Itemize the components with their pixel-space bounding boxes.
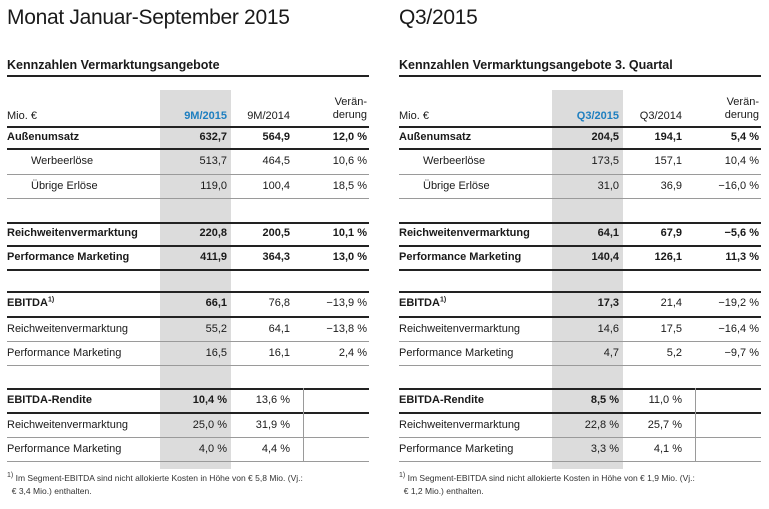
- table-subtitle: Kennzahlen Vermarktungsangebote: [7, 58, 220, 72]
- cell-prior: 13,6 %: [255, 394, 290, 406]
- table-row: [7, 246, 369, 268]
- cell-change: −16,0 %: [718, 180, 759, 192]
- table-header: [7, 90, 369, 126]
- cell-current: 25,0 %: [192, 419, 227, 431]
- table-divider: [7, 461, 369, 462]
- cell-current: 14,6: [597, 323, 619, 335]
- cell-current: 3,3 %: [590, 443, 619, 455]
- row-label: Performance Marketing: [7, 443, 122, 455]
- cell-current: 64,1: [597, 227, 619, 239]
- row-label: Werbeerlöse: [31, 155, 94, 167]
- cell-current: 22,8 %: [584, 419, 619, 431]
- cell-prior: 100,4: [262, 180, 290, 192]
- row-label: Reichweitenvermarktung: [7, 227, 138, 239]
- row-label: Reichweitenvermarktung: [7, 419, 129, 431]
- top-rule: [399, 75, 761, 77]
- cell-current: 31,0: [597, 180, 619, 192]
- table-row: [7, 414, 369, 436]
- top-rule: [7, 75, 369, 77]
- table-divider: [7, 365, 369, 366]
- cell-change: 10,1 %: [332, 227, 367, 239]
- row-label: Reichweitenvermarktung: [399, 323, 521, 335]
- cell-prior: 36,9: [660, 180, 682, 192]
- header-col-change: Verän- derung: [332, 96, 367, 121]
- row-label: EBITDA-Rendite: [399, 394, 484, 406]
- cell-current: 513,7: [199, 155, 227, 167]
- cell-change: −13,8 %: [326, 323, 367, 335]
- panel-title: Q3/2015: [399, 6, 478, 29]
- row-label: Performance Marketing: [7, 251, 130, 263]
- cell-prior: 76,8: [268, 297, 290, 309]
- table-row: [7, 222, 369, 244]
- cell-change: −5,6 %: [724, 227, 759, 239]
- cell-change: 12,0 %: [332, 131, 367, 143]
- cell-change: 5,4 %: [730, 131, 759, 143]
- row-label: Außenumsatz: [7, 131, 80, 143]
- cell-current: 55,2: [205, 323, 227, 335]
- row-label: Reichweitenvermarktung: [399, 227, 530, 239]
- row-label: Performance Marketing: [399, 251, 522, 263]
- cell-prior: 564,9: [262, 131, 290, 143]
- header-col-current: Q3/2015: [576, 110, 619, 122]
- cell-change: −19,2 %: [718, 297, 759, 309]
- cell-current: 204,5: [591, 131, 619, 143]
- cell-prior: 464,5: [262, 155, 290, 167]
- panel-9m: [7, 0, 369, 509]
- table-row: [7, 342, 369, 364]
- header-unit: Mio. €: [7, 110, 37, 122]
- table-divider: [303, 388, 304, 461]
- table-row: [399, 438, 761, 460]
- cell-prior: 16,1: [268, 347, 290, 359]
- table-divider: [399, 198, 761, 199]
- table-row: [7, 292, 369, 314]
- row-label: Übrige Erlöse: [423, 180, 490, 192]
- cell-current: 66,1: [205, 297, 227, 309]
- table-row: [399, 126, 761, 148]
- cell-current: 632,7: [199, 131, 227, 143]
- table-row: [399, 389, 761, 411]
- cell-prior: 364,3: [262, 251, 290, 263]
- row-label: EBITDA-Rendite: [7, 394, 92, 406]
- panel-title: Monat Januar-September 2015: [7, 6, 290, 29]
- table-row: [399, 175, 761, 197]
- cell-prior: 4,1 %: [653, 443, 682, 455]
- header-col-prior: Q3/2014: [639, 110, 682, 122]
- cell-change: −9,7 %: [724, 347, 759, 359]
- panel-q3: [399, 0, 761, 509]
- table-divider: [7, 198, 369, 199]
- cell-current: 17,3: [597, 297, 619, 309]
- table-divider: [7, 269, 369, 271]
- row-label: Reichweitenvermarktung: [7, 323, 129, 335]
- row-label: Übrige Erlöse: [31, 180, 98, 192]
- cell-prior: 11,0 %: [648, 394, 682, 406]
- footnote: $^{1)}$ Im Segment-EBITDA sind nicht allokierte Kosten in Höhe von € 1,9 Mio. (Vj.: € 1,2 Mio.) enthalten.: [399, 472, 695, 496]
- header-col-current: 9M/2015: [184, 110, 227, 122]
- table-row: [399, 414, 761, 436]
- table-row: [399, 246, 761, 268]
- cell-change: 11,3 %: [725, 251, 759, 263]
- cell-change: 2,4 %: [338, 347, 367, 359]
- cell-change: −13,9 %: [326, 297, 367, 309]
- cell-current: 10,4 %: [192, 394, 227, 406]
- header-col-change: Verän- derung: [724, 96, 759, 121]
- cell-current: 4,7: [603, 347, 619, 359]
- row-label: EBITDA$^{1)}$: [399, 296, 447, 309]
- cell-current: 220,8: [199, 227, 227, 239]
- table-row: [399, 342, 761, 364]
- cell-change: 10,6 %: [332, 155, 367, 167]
- table-header: [399, 90, 761, 126]
- cell-change: −16,4 %: [718, 323, 759, 335]
- row-label: Reichweitenvermarktung: [399, 419, 521, 431]
- cell-prior: 25,7 %: [647, 419, 682, 431]
- row-label: Performance Marketing: [7, 347, 122, 359]
- table-subtitle: Kennzahlen Vermarktungsangebote 3. Quartal: [399, 58, 673, 72]
- cell-prior: 21,4: [660, 297, 682, 309]
- cell-current: 4,0 %: [198, 443, 227, 455]
- cell-change: 18,5 %: [332, 180, 367, 192]
- row-label: Außenumsatz: [399, 131, 472, 143]
- row-label: Performance Marketing: [399, 443, 514, 455]
- table-row: [399, 318, 761, 340]
- cell-current: 140,4: [591, 251, 619, 263]
- cell-current: 411,9: [200, 251, 227, 263]
- table-row: [7, 318, 369, 340]
- table-row: [399, 150, 761, 172]
- table-row: [7, 126, 369, 148]
- table-row: [7, 389, 369, 411]
- header-unit: Mio. €: [399, 110, 429, 122]
- cell-change: 13,0 %: [332, 251, 367, 263]
- header-col-prior: 9M/2014: [247, 110, 290, 122]
- table-divider: [399, 269, 761, 271]
- cell-prior: 64,1: [268, 323, 290, 335]
- cell-prior: 5,2: [666, 347, 682, 359]
- footnote: $^{1)}$ Im Segment-EBITDA sind nicht allokierte Kosten in Höhe von € 5,8 Mio. (Vj.: € 3,4 Mio.) enthalten.: [7, 472, 303, 496]
- cell-current: 8,5 %: [590, 394, 619, 406]
- cell-current: 173,5: [591, 155, 619, 167]
- cell-prior: 67,9: [660, 227, 682, 239]
- cell-prior: 4,4 %: [261, 443, 290, 455]
- cell-prior: 200,5: [262, 227, 290, 239]
- row-label: Performance Marketing: [399, 347, 514, 359]
- cell-prior: 126,1: [654, 251, 682, 263]
- table-divider: [695, 388, 696, 461]
- table-row: [7, 175, 369, 197]
- table-divider: [399, 461, 761, 462]
- cell-prior: 17,5: [660, 323, 682, 335]
- cell-prior: 31,9 %: [255, 419, 290, 431]
- cell-prior: 157,1: [654, 155, 682, 167]
- cell-current: 16,5: [205, 347, 227, 359]
- table-row: [7, 438, 369, 460]
- table-divider: [399, 365, 761, 366]
- table-row: [399, 222, 761, 244]
- row-label: EBITDA$^{1)}$: [7, 296, 55, 309]
- row-label: Werbeerlöse: [423, 155, 486, 167]
- cell-change: 10,4 %: [724, 155, 759, 167]
- cell-current: 119,0: [200, 180, 227, 192]
- table-row: [399, 292, 761, 314]
- cell-prior: 194,1: [654, 131, 682, 143]
- table-row: [7, 150, 369, 172]
